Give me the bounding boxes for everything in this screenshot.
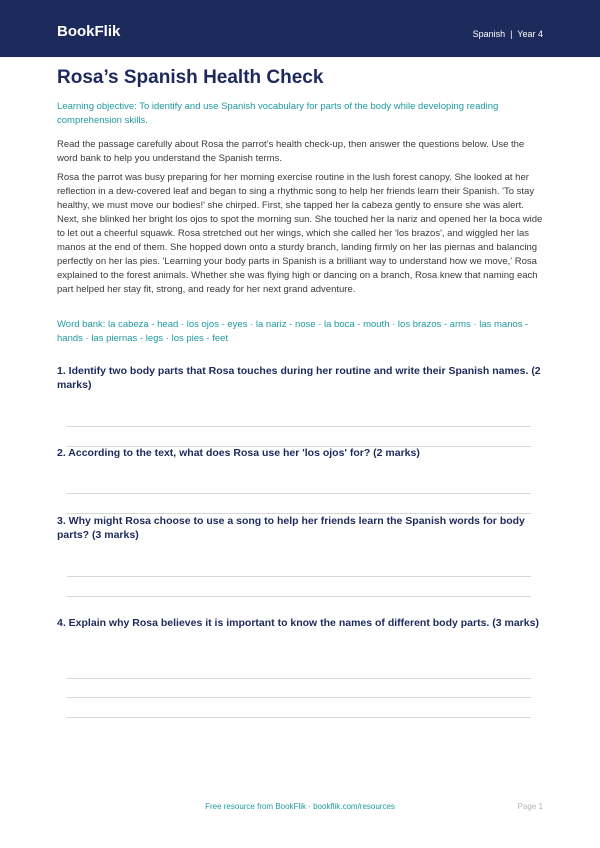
answer-line[interactable] (67, 493, 531, 494)
subject-year-label: Spanish | Year 4 (472, 29, 543, 39)
page-number: Page 1 (517, 802, 543, 811)
answer-line[interactable] (67, 717, 531, 718)
answer-line[interactable] (67, 576, 531, 577)
question-2: 2. According to the text, what does Rosa use her 'los ojos' for? (2 marks) (57, 447, 420, 459)
brand-logo[interactable]: BookFlik (57, 23, 121, 40)
answer-line[interactable] (67, 678, 531, 679)
footer-resource-link[interactable]: Free resource from BookFlik · bookflik.com/resources (205, 802, 395, 811)
instructions: Read the passage carefully about Rosa the parrot’s health check-up, then answer the questions below. Use the word bank to help you understand the Spanish terms. (57, 139, 525, 164)
answer-line[interactable] (67, 596, 531, 597)
learning-objective: Learning objective: To identify and use Spanish vocabulary for parts of the body while developing reading comprehension skills. (57, 101, 499, 126)
word-bank: Word bank: la cabeza - head · los ojos - eyes · la nariz - nose · la boca - mouth · los brazos - arms · las manos - hands · las piernas - legs · los pies - feet (57, 319, 529, 344)
answer-line[interactable] (67, 697, 531, 698)
question-4: 4. Explain why Rosa believes it is important to know the names of different body parts. (3 marks) (57, 617, 539, 629)
answer-line[interactable] (67, 426, 531, 427)
question-3: 3. Why might Rosa choose to use a song to help her friends learn the Spanish words for body parts? (3 marks) (57, 515, 525, 541)
header-bar (0, 0, 600, 57)
page-title: Rosa’s Spanish Health Check (57, 67, 324, 88)
question-1: 1. Identify two body parts that Rosa touches during her routine and write their Spanish names. (2 marks) (57, 365, 541, 391)
reading-passage: Rosa the parrot was busy preparing for her morning exercise routine in the lush forest canopy. She looked at her reflection in a dew-covered leaf and began to sing a rhythmic song to help her friends learn their Spanish. 'To stay healthy, we must move our bodies!' she chirped. First, she tapped her la cabeza gently to ensure she was alert. Next, she blinked her bright los ojos to spot the morning sun. She touched her la nariz and opened her la boca wide to let out a cheerful squawk. Rosa stretched out her wings, which she called her 'los brazos', and wiggled her las manos at the end of them. She hopped down onto a sturdy branch, landing firmly on her las piernas and balancing perfectly on her las pies. 'Learning your body parts in Spanish is a brilliant way to understand how we move,' Rosa explained to the forest animals. Whether she was flying high or dancing on a branch, Rosa knew that naming each part helped her stay fit, strong, and ready for her next grand adventure. (57, 172, 543, 295)
